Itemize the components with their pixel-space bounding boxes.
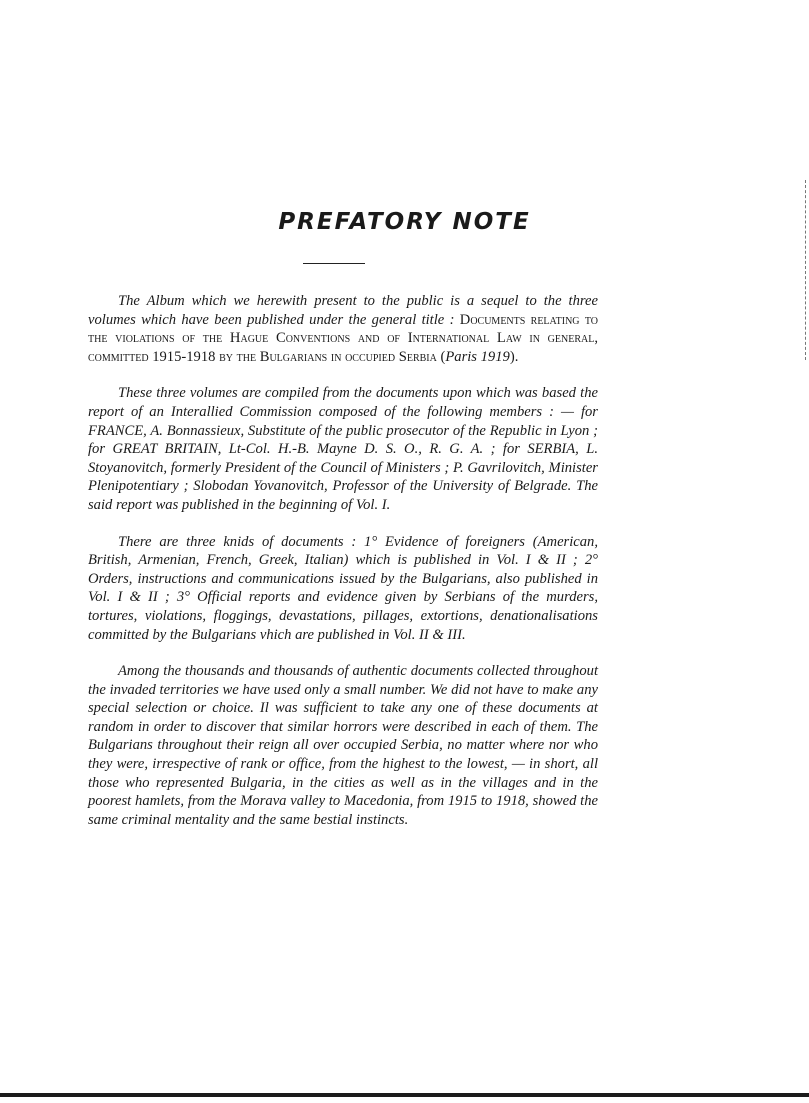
paragraph-1-end: ). xyxy=(509,348,519,365)
page-bottom-edge xyxy=(0,1093,809,1097)
paragraph-4: Among the thousands and thousands of authentic documents collected throughout the invaded territories we have used only a small number. We did not have to make any special selection or choice. Il was sufficient to take any one of these documents at random in order to discover that similar horrors were described in each of them. The Bulgarians throughout their reign all over occupied Serbia, no matter where nor who they were, irrespective of rank or office, from the highest to the lowest, — in short, all those who represented Bulgaria, in the cities as well as in the villages and in the poorest hamlets, from the Morava valley to Macedonia, from 1915 to 1918, showed the same criminal mentality and the same bestial instincts. xyxy=(88,663,598,828)
title-underline xyxy=(303,263,365,264)
publication-place-date: Paris 1919 xyxy=(445,348,510,365)
page-title: PREFATORY NOTE xyxy=(278,209,531,235)
paragraph-1 xyxy=(88,292,598,366)
page-edge-marks xyxy=(803,180,806,360)
paragraph-1-intro: The Album which we herewith present to the public is a sequel to the three volumes which have been published under the general title : xyxy=(88,293,598,328)
documents-title: Documents relating to the violations of the Hague Conventions and of International Law in general, committed 1915-1918 by the Bulgarians in occupied Serbia xyxy=(88,311,599,365)
body-text xyxy=(88,292,598,847)
paragraph-3: There are three knids of documents : 1° Evidence of foreigners (American, British, Armenian, French, Greek, Italian) which is published in Vol. I & II ; 2° Orders, instructions and communications issued by the Bulgarians, also published in Vol. I & II ; 3° Official reports and evidence given by Serbians of the murders, tortures, violations, floggings, devastations, pillages, extortions, denationalisations committed by the Bulgarians vhich are published in Vol. II & III. xyxy=(88,533,598,643)
paragraph-1-paren-open: ( xyxy=(436,348,446,365)
paragraph-2: These three volumes are compiled from the documents upon which was based the report of an Interallied Commission composed of the following members : — for FRANCE, A. Bonnassieux, Substitute of the public prosecutor of the Republic in Lyon ; for GREAT BRITAIN, Lt-Col. H.-B. Mayne D. S. O., R. G. A. ; for SERBIA, L. Stoyanovitch, formerly President of the Council of Ministers ; P. Gavrilovitch, Minister Plenipotentiary ; Slobodan Yovanovitch, Professor of the University of Belgrade. The said report was published in the beginning of Vol. I. xyxy=(88,385,598,513)
